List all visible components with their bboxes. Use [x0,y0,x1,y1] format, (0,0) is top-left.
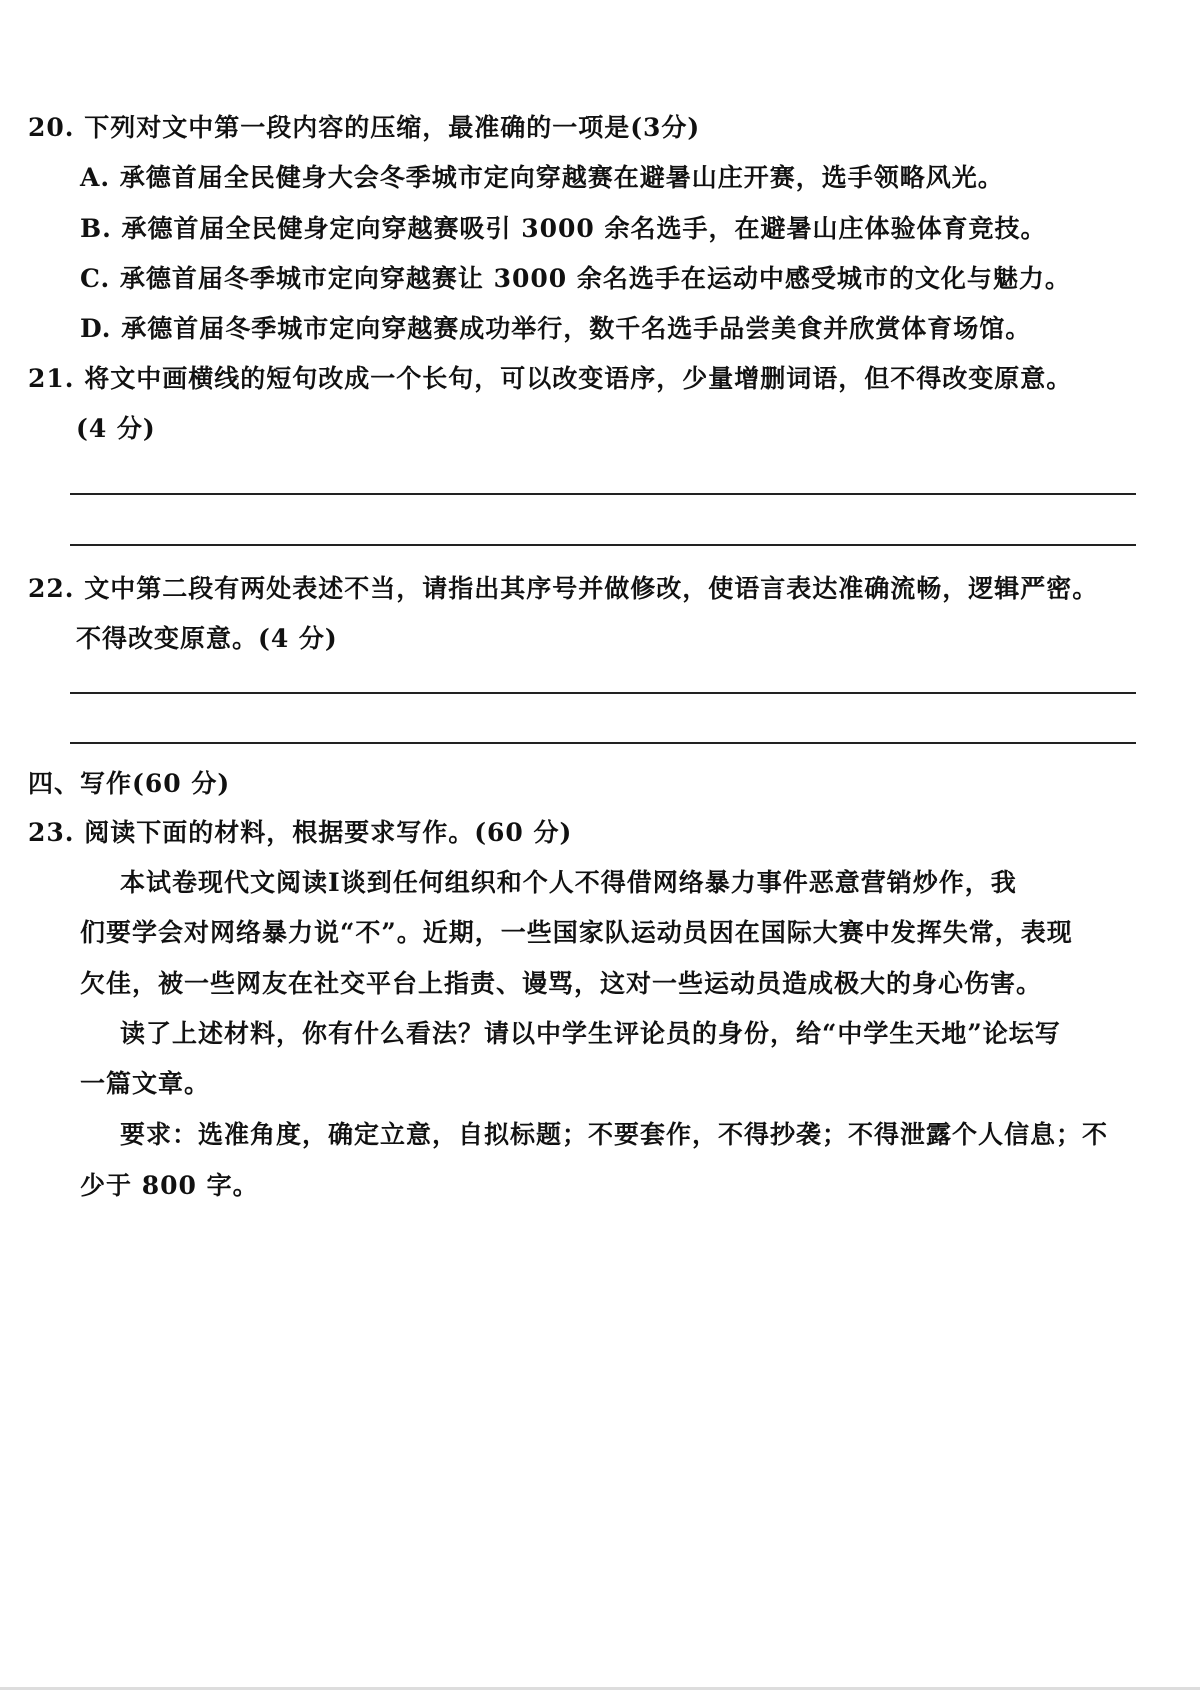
q22-answer-line-1 [70,692,1136,694]
q20-option-d: D. 承德首届冬季城市定向穿越赛成功举行，数千名选手品尝美食并欣赏体育场馆。 [80,314,1032,343]
q23-material-line2: 们要学会对网络暴力说“不”。近期，一些国家队运动员因在国际大赛中发挥失常，表现 [80,918,1073,947]
q21-stem-line2: (4 分) [76,414,156,443]
q23-task-line1: 读了上述材料，你有什么看法？请以中学生评论员的身份，给“中学生天地”论坛写 [120,1019,1061,1048]
q20-option-b: B. 承德首届全民健身定向穿越赛吸引 3000 余名选手，在避暑山庄体验体育竞技。 [80,214,1047,243]
q23-requirements-line2: 少于 800 字。 [80,1171,259,1200]
q23-material-line1: 本试卷现代文阅读Ⅰ谈到任何组织和个人不得借网络暴力事件恶意营销炒作，我 [120,868,1017,897]
q22-stem-line2: 不得改变原意。(4 分) [76,624,338,653]
section-heading-writing: 四、写作(60 分) [28,769,231,798]
q23-task-line2: 一篇文章。 [80,1069,211,1098]
scan-edge [0,1687,1200,1690]
q21-answer-line-1 [70,493,1136,495]
q20-option-a: A. 承德首届全民健身大会冬季城市定向穿越赛在避暑山庄开赛，选手领略风光。 [80,163,1004,192]
q21-answer-line-2 [70,544,1136,546]
q23-requirements-line1: 要求：选准角度，确定立意，自拟标题；不要套作，不得抄袭；不得泄露个人信息；不 [120,1120,1109,1149]
q23-material-line3: 欠佳，被一些网友在社交平台上指责、谩骂，这对一些运动员造成极大的身心伤害。 [80,969,1043,998]
q20-option-c: C. 承德首届冬季城市定向穿越赛让 3000 余名选手在运动中感受城市的文化与魅力。 [80,264,1071,293]
q23-stem: 23. 阅读下面的材料，根据要求写作。(60 分) [28,818,573,847]
q22-answer-line-2 [70,742,1136,744]
q22-stem-line1: 22. 文中第二段有两处表述不当，请指出其序号并做修改，使语言表达准确流畅，逻辑严密。 [28,574,1099,603]
q21-stem-line1: 21. 将文中画横线的短句改成一个长句，可以改变语序，少量增删词语，但不得改变原意。 [28,364,1073,393]
q20-stem: 20. 下列对文中第一段内容的压缩，最准确的一项是(3分) [28,113,701,142]
